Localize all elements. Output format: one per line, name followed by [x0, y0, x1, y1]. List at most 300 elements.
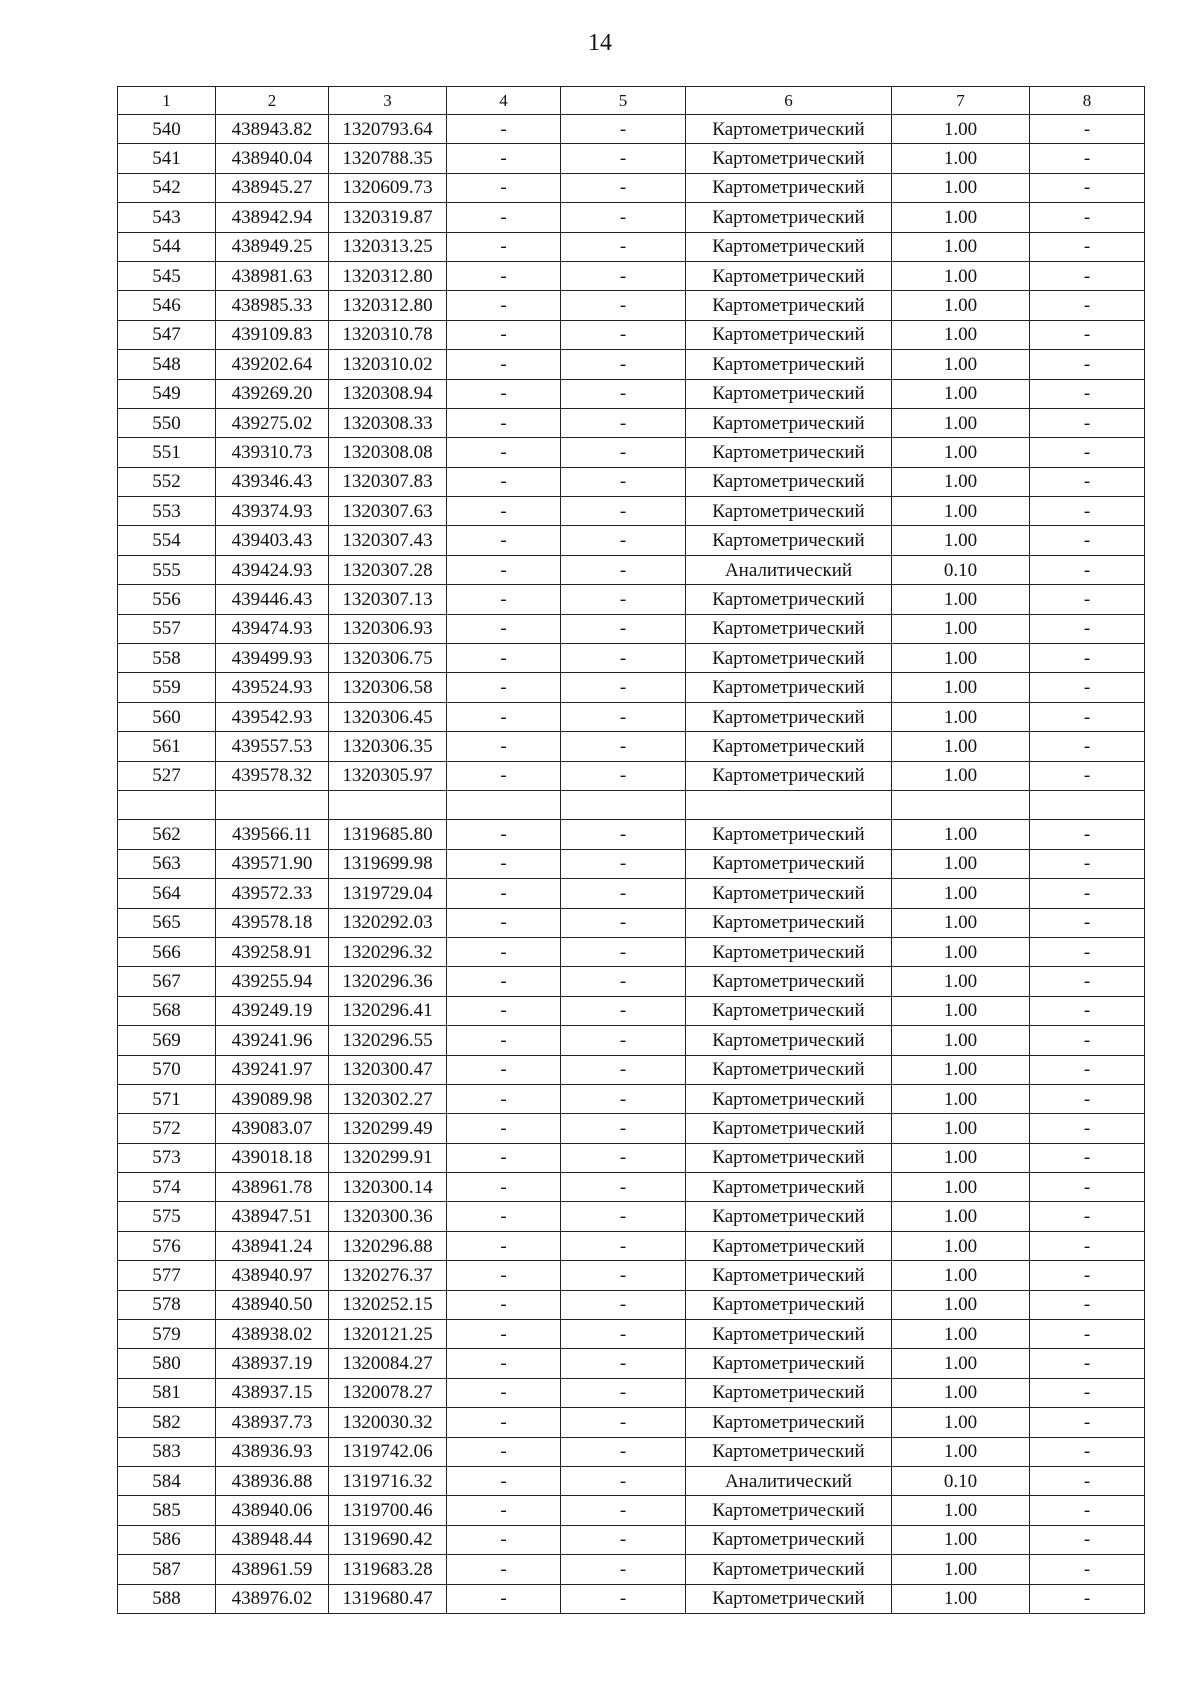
point-number-cell: 544: [118, 232, 216, 261]
col8-cell: -: [1030, 1026, 1145, 1055]
col4-cell: -: [447, 937, 561, 966]
x-coordinate-cell: 439241.96: [216, 1026, 329, 1055]
accuracy-cell: 0.10: [892, 1466, 1030, 1495]
table-row: [118, 761, 1145, 790]
accuracy-cell: 1.00: [892, 585, 1030, 614]
y-coordinate-cell: 1320306.58: [329, 673, 447, 702]
table-row: [118, 144, 1145, 173]
y-coordinate-cell: 1320312.80: [329, 291, 447, 320]
col5-cell: -: [561, 1320, 686, 1349]
col8-cell: -: [1030, 144, 1145, 173]
x-coordinate-cell: 439374.93: [216, 497, 329, 526]
y-coordinate-cell: 1320121.25: [329, 1320, 447, 1349]
table-row: [118, 1202, 1145, 1231]
y-coordinate-cell: 1320305.97: [329, 761, 447, 790]
col8-cell: -: [1030, 1173, 1145, 1202]
method-cell: Картометрический: [686, 115, 892, 144]
x-coordinate-cell: 439578.18: [216, 908, 329, 937]
accuracy-cell: 1.00: [892, 702, 1030, 731]
col5-cell: -: [561, 1084, 686, 1113]
col5-cell: -: [561, 261, 686, 290]
y-coordinate-cell: 1320300.36: [329, 1202, 447, 1231]
x-coordinate-cell: 439557.53: [216, 732, 329, 761]
col8-cell: -: [1030, 291, 1145, 320]
table-row: [118, 585, 1145, 614]
x-coordinate-cell: 438976.02: [216, 1584, 329, 1613]
col5-cell: -: [561, 1349, 686, 1378]
method-cell: Картометрический: [686, 937, 892, 966]
x-coordinate-cell: 438948.44: [216, 1525, 329, 1554]
y-coordinate-cell: 1320296.88: [329, 1231, 447, 1260]
x-coordinate-cell: 438947.51: [216, 1202, 329, 1231]
col4-cell: -: [447, 467, 561, 496]
col8-cell: -: [1030, 908, 1145, 937]
table-row: [118, 467, 1145, 496]
col5-cell: -: [561, 614, 686, 643]
page-number: 14: [588, 30, 612, 56]
col5-cell: -: [561, 497, 686, 526]
col8-cell: -: [1030, 526, 1145, 555]
col8-cell: -: [1030, 1055, 1145, 1084]
col5-cell: -: [561, 1202, 686, 1231]
method-cell: Картометрический: [686, 1026, 892, 1055]
accuracy-cell: 1.00: [892, 1408, 1030, 1437]
col5-cell: -: [561, 1290, 686, 1319]
table-row: [118, 173, 1145, 202]
col4-cell: -: [447, 1555, 561, 1584]
accuracy-cell: 1.00: [892, 1584, 1030, 1613]
y-coordinate-cell: 1320306.45: [329, 702, 447, 731]
y-coordinate-cell: 1320313.25: [329, 232, 447, 261]
table-row: [118, 673, 1145, 702]
col5-cell: -: [561, 203, 686, 232]
col8-cell: -: [1030, 761, 1145, 790]
point-number-cell: 563: [118, 849, 216, 878]
x-coordinate-cell: 438985.33: [216, 291, 329, 320]
y-coordinate-cell: 1319742.06: [329, 1437, 447, 1466]
accuracy-cell: 1.00: [892, 1173, 1030, 1202]
x-coordinate-cell: 439255.94: [216, 967, 329, 996]
col4-cell: -: [447, 350, 561, 379]
y-coordinate-cell: 1320292.03: [329, 908, 447, 937]
accuracy-cell: 1.00: [892, 1349, 1030, 1378]
method-cell: Аналитический: [686, 1466, 892, 1495]
y-coordinate-cell: 1319700.46: [329, 1496, 447, 1525]
table-row: [118, 232, 1145, 261]
method-cell: Картометрический: [686, 879, 892, 908]
table-row: [118, 790, 1145, 819]
col8-cell: -: [1030, 1202, 1145, 1231]
method-cell: Картометрический: [686, 350, 892, 379]
col4-cell: [447, 790, 561, 819]
col5-cell: -: [561, 732, 686, 761]
point-number-cell: 550: [118, 408, 216, 437]
x-coordinate-cell: 439109.83: [216, 320, 329, 349]
point-number-cell: 547: [118, 320, 216, 349]
method-cell: Картометрический: [686, 1084, 892, 1113]
table-row: [118, 644, 1145, 673]
point-number-cell: 584: [118, 1466, 216, 1495]
method-cell: Картометрический: [686, 820, 892, 849]
table-row: [118, 1290, 1145, 1319]
col4-cell: -: [447, 1084, 561, 1113]
column-header: 3: [329, 87, 447, 115]
col5-cell: -: [561, 1525, 686, 1554]
point-number-cell: 574: [118, 1173, 216, 1202]
col5-cell: -: [561, 379, 686, 408]
table-row: [118, 1261, 1145, 1290]
table-row: [118, 1555, 1145, 1584]
accuracy-cell: 1.00: [892, 232, 1030, 261]
col8-cell: -: [1030, 702, 1145, 731]
accuracy-cell: 1.00: [892, 1114, 1030, 1143]
x-coordinate-cell: 438940.97: [216, 1261, 329, 1290]
point-number-cell: 576: [118, 1231, 216, 1260]
col5-cell: -: [561, 144, 686, 173]
point-number-cell: 557: [118, 614, 216, 643]
y-coordinate-cell: 1320296.41: [329, 996, 447, 1025]
col5-cell: -: [561, 350, 686, 379]
col4-cell: -: [447, 173, 561, 202]
col8-cell: -: [1030, 1555, 1145, 1584]
point-number-cell: 580: [118, 1349, 216, 1378]
accuracy-cell: 1.00: [892, 438, 1030, 467]
col4-cell: -: [447, 614, 561, 643]
col4-cell: -: [447, 291, 561, 320]
col4-cell: -: [447, 849, 561, 878]
table-row: [118, 438, 1145, 467]
point-number-cell: 583: [118, 1437, 216, 1466]
table-row: [118, 1378, 1145, 1407]
col5-cell: -: [561, 467, 686, 496]
method-cell: Картометрический: [686, 702, 892, 731]
col4-cell: -: [447, 1202, 561, 1231]
y-coordinate-cell: [329, 790, 447, 819]
y-coordinate-cell: 1320307.83: [329, 467, 447, 496]
col8-cell: -: [1030, 1496, 1145, 1525]
col4-cell: -: [447, 261, 561, 290]
x-coordinate-cell: 438945.27: [216, 173, 329, 202]
y-coordinate-cell: 1319680.47: [329, 1584, 447, 1613]
x-coordinate-cell: 438941.24: [216, 1231, 329, 1260]
point-number-cell: 578: [118, 1290, 216, 1319]
accuracy-cell: 1.00: [892, 1496, 1030, 1525]
accuracy-cell: 1.00: [892, 1525, 1030, 1554]
col5-cell: -: [561, 908, 686, 937]
col5-cell: -: [561, 555, 686, 584]
col4-cell: -: [447, 1584, 561, 1613]
x-coordinate-cell: 438981.63: [216, 261, 329, 290]
y-coordinate-cell: 1319683.28: [329, 1555, 447, 1584]
accuracy-cell: 1.00: [892, 614, 1030, 643]
col8-cell: -: [1030, 408, 1145, 437]
col5-cell: -: [561, 173, 686, 202]
table-row: [118, 702, 1145, 731]
accuracy-cell: 1.00: [892, 115, 1030, 144]
accuracy-cell: 1.00: [892, 849, 1030, 878]
x-coordinate-cell: 438937.15: [216, 1378, 329, 1407]
col4-cell: -: [447, 761, 561, 790]
col8-cell: -: [1030, 115, 1145, 144]
method-cell: Картометрический: [686, 526, 892, 555]
x-coordinate-cell: 438940.04: [216, 144, 329, 173]
col5-cell: -: [561, 967, 686, 996]
col4-cell: -: [447, 1408, 561, 1437]
col4-cell: -: [447, 555, 561, 584]
col5-cell: -: [561, 585, 686, 614]
point-number-cell: 587: [118, 1555, 216, 1584]
accuracy-cell: 1.00: [892, 908, 1030, 937]
col4-cell: -: [447, 144, 561, 173]
table-row: [118, 1525, 1145, 1554]
col8-cell: -: [1030, 732, 1145, 761]
table-row: [118, 261, 1145, 290]
method-cell: Картометрический: [686, 1173, 892, 1202]
col8-cell: -: [1030, 644, 1145, 673]
table-row: [118, 526, 1145, 555]
method-cell: Картометрический: [686, 1378, 892, 1407]
y-coordinate-cell: 1320296.55: [329, 1026, 447, 1055]
col4-cell: -: [447, 820, 561, 849]
col8-cell: -: [1030, 1349, 1145, 1378]
table-header-row: [118, 87, 1145, 115]
y-coordinate-cell: 1320299.49: [329, 1114, 447, 1143]
table-row: [118, 879, 1145, 908]
y-coordinate-cell: 1320312.80: [329, 261, 447, 290]
col4-cell: -: [447, 879, 561, 908]
method-cell: Картометрический: [686, 1202, 892, 1231]
point-number-cell: 554: [118, 526, 216, 555]
y-coordinate-cell: 1320306.93: [329, 614, 447, 643]
col4-cell: -: [447, 115, 561, 144]
col8-cell: -: [1030, 996, 1145, 1025]
method-cell: Картометрический: [686, 1231, 892, 1260]
x-coordinate-cell: 439241.97: [216, 1055, 329, 1084]
col4-cell: -: [447, 1320, 561, 1349]
point-number-cell: 572: [118, 1114, 216, 1143]
method-cell: Картометрический: [686, 144, 892, 173]
point-number-cell: 545: [118, 261, 216, 290]
method-cell: Картометрический: [686, 849, 892, 878]
y-coordinate-cell: 1320078.27: [329, 1378, 447, 1407]
point-number-cell: 573: [118, 1143, 216, 1172]
accuracy-cell: 1.00: [892, 937, 1030, 966]
col8-cell: -: [1030, 232, 1145, 261]
col5-cell: -: [561, 1466, 686, 1495]
x-coordinate-cell: 439524.93: [216, 673, 329, 702]
accuracy-cell: 1.00: [892, 761, 1030, 790]
col8-cell: -: [1030, 1437, 1145, 1466]
col8-cell: -: [1030, 967, 1145, 996]
accuracy-cell: 1.00: [892, 820, 1030, 849]
method-cell: Картометрический: [686, 1408, 892, 1437]
x-coordinate-cell: 439275.02: [216, 408, 329, 437]
point-number-cell: 551: [118, 438, 216, 467]
table-row: [118, 820, 1145, 849]
col5-cell: -: [561, 644, 686, 673]
column-header: 7: [892, 87, 1030, 115]
x-coordinate-cell: 438937.19: [216, 1349, 329, 1378]
y-coordinate-cell: 1320252.15: [329, 1290, 447, 1319]
table-row: [118, 937, 1145, 966]
x-coordinate-cell: 439566.11: [216, 820, 329, 849]
accuracy-cell: 1.00: [892, 350, 1030, 379]
method-cell: Картометрический: [686, 379, 892, 408]
method-cell: Картометрический: [686, 1555, 892, 1584]
y-coordinate-cell: 1319716.32: [329, 1466, 447, 1495]
method-cell: Картометрический: [686, 203, 892, 232]
point-number-cell: [118, 790, 216, 819]
accuracy-cell: 1.00: [892, 1437, 1030, 1466]
col8-cell: -: [1030, 1290, 1145, 1319]
col8-cell: -: [1030, 585, 1145, 614]
table-row: [118, 350, 1145, 379]
x-coordinate-cell: 439572.33: [216, 879, 329, 908]
table-row: [118, 497, 1145, 526]
table-row: [118, 1496, 1145, 1525]
column-header: 8: [1030, 87, 1145, 115]
method-cell: Картометрический: [686, 908, 892, 937]
x-coordinate-cell: 438936.88: [216, 1466, 329, 1495]
col5-cell: -: [561, 849, 686, 878]
point-number-cell: 568: [118, 996, 216, 1025]
col8-cell: -: [1030, 1143, 1145, 1172]
y-coordinate-cell: 1320300.14: [329, 1173, 447, 1202]
col5-cell: -: [561, 1496, 686, 1525]
point-number-cell: 559: [118, 673, 216, 702]
point-number-cell: 571: [118, 1084, 216, 1113]
accuracy-cell: 1.00: [892, 1378, 1030, 1407]
col8-cell: -: [1030, 1114, 1145, 1143]
col8-cell: [1030, 790, 1145, 819]
col5-cell: -: [561, 1055, 686, 1084]
y-coordinate-cell: 1320276.37: [329, 1261, 447, 1290]
col5-cell: -: [561, 526, 686, 555]
table-row: [118, 408, 1145, 437]
x-coordinate-cell: 438949.25: [216, 232, 329, 261]
point-number-cell: 527: [118, 761, 216, 790]
col4-cell: -: [447, 203, 561, 232]
col4-cell: -: [447, 438, 561, 467]
table-row: [118, 1466, 1145, 1495]
col4-cell: -: [447, 408, 561, 437]
x-coordinate-cell: 439202.64: [216, 350, 329, 379]
method-cell: Картометрический: [686, 996, 892, 1025]
y-coordinate-cell: 1319690.42: [329, 1525, 447, 1554]
col5-cell: -: [561, 1378, 686, 1407]
method-cell: Аналитический: [686, 555, 892, 584]
point-number-cell: 549: [118, 379, 216, 408]
method-cell: Картометрический: [686, 320, 892, 349]
col5-cell: -: [561, 761, 686, 790]
col5-cell: -: [561, 1261, 686, 1290]
method-cell: Картометрический: [686, 291, 892, 320]
col5-cell: -: [561, 1114, 686, 1143]
y-coordinate-cell: 1320307.28: [329, 555, 447, 584]
table-row: [118, 203, 1145, 232]
col5-cell: [561, 790, 686, 819]
table-row: [118, 732, 1145, 761]
col8-cell: -: [1030, 350, 1145, 379]
col8-cell: -: [1030, 320, 1145, 349]
x-coordinate-cell: 439269.20: [216, 379, 329, 408]
y-coordinate-cell: 1319699.98: [329, 849, 447, 878]
col4-cell: -: [447, 1496, 561, 1525]
accuracy-cell: 1.00: [892, 1026, 1030, 1055]
x-coordinate-cell: 439578.32: [216, 761, 329, 790]
accuracy-cell: [892, 790, 1030, 819]
table-row: [118, 614, 1145, 643]
point-number-cell: 542: [118, 173, 216, 202]
x-coordinate-cell: 438937.73: [216, 1408, 329, 1437]
accuracy-cell: 1.00: [892, 291, 1030, 320]
col5-cell: -: [561, 879, 686, 908]
y-coordinate-cell: 1320299.91: [329, 1143, 447, 1172]
col8-cell: -: [1030, 1378, 1145, 1407]
accuracy-cell: 1.00: [892, 320, 1030, 349]
col4-cell: -: [447, 497, 561, 526]
table-row: [118, 1173, 1145, 1202]
accuracy-cell: 1.00: [892, 1320, 1030, 1349]
col4-cell: -: [447, 1231, 561, 1260]
col5-cell: -: [561, 1026, 686, 1055]
table-row: [118, 1055, 1145, 1084]
point-number-cell: 567: [118, 967, 216, 996]
table-row: [118, 1084, 1145, 1113]
col4-cell: -: [447, 1466, 561, 1495]
column-header: 2: [216, 87, 329, 115]
col8-cell: -: [1030, 614, 1145, 643]
col4-cell: -: [447, 1437, 561, 1466]
x-coordinate-cell: 439089.98: [216, 1084, 329, 1113]
method-cell: Картометрический: [686, 1290, 892, 1319]
y-coordinate-cell: 1320310.78: [329, 320, 447, 349]
table-body: [118, 115, 1145, 1614]
column-header: 6: [686, 87, 892, 115]
table-row: [118, 1408, 1145, 1437]
point-number-cell: 585: [118, 1496, 216, 1525]
accuracy-cell: 1.00: [892, 467, 1030, 496]
col4-cell: -: [447, 526, 561, 555]
y-coordinate-cell: 1320030.32: [329, 1408, 447, 1437]
y-coordinate-cell: 1320296.32: [329, 937, 447, 966]
y-coordinate-cell: 1320319.87: [329, 203, 447, 232]
table-row: [118, 555, 1145, 584]
col4-cell: -: [447, 673, 561, 702]
y-coordinate-cell: 1320308.33: [329, 408, 447, 437]
y-coordinate-cell: 1320788.35: [329, 144, 447, 173]
x-coordinate-cell: 438936.93: [216, 1437, 329, 1466]
x-coordinate-cell: 439403.43: [216, 526, 329, 555]
table-row: [118, 1026, 1145, 1055]
x-coordinate-cell: 439542.93: [216, 702, 329, 731]
col5-cell: -: [561, 320, 686, 349]
col4-cell: -: [447, 379, 561, 408]
col4-cell: -: [447, 1173, 561, 1202]
col4-cell: -: [447, 585, 561, 614]
table-row: [118, 320, 1145, 349]
method-cell: Картометрический: [686, 1496, 892, 1525]
col5-cell: -: [561, 438, 686, 467]
column-header: 5: [561, 87, 686, 115]
method-cell: Картометрический: [686, 673, 892, 702]
col4-cell: -: [447, 1026, 561, 1055]
accuracy-cell: 1.00: [892, 1143, 1030, 1172]
col4-cell: -: [447, 996, 561, 1025]
accuracy-cell: 1.00: [892, 1202, 1030, 1231]
x-coordinate-cell: 439346.43: [216, 467, 329, 496]
col5-cell: -: [561, 673, 686, 702]
